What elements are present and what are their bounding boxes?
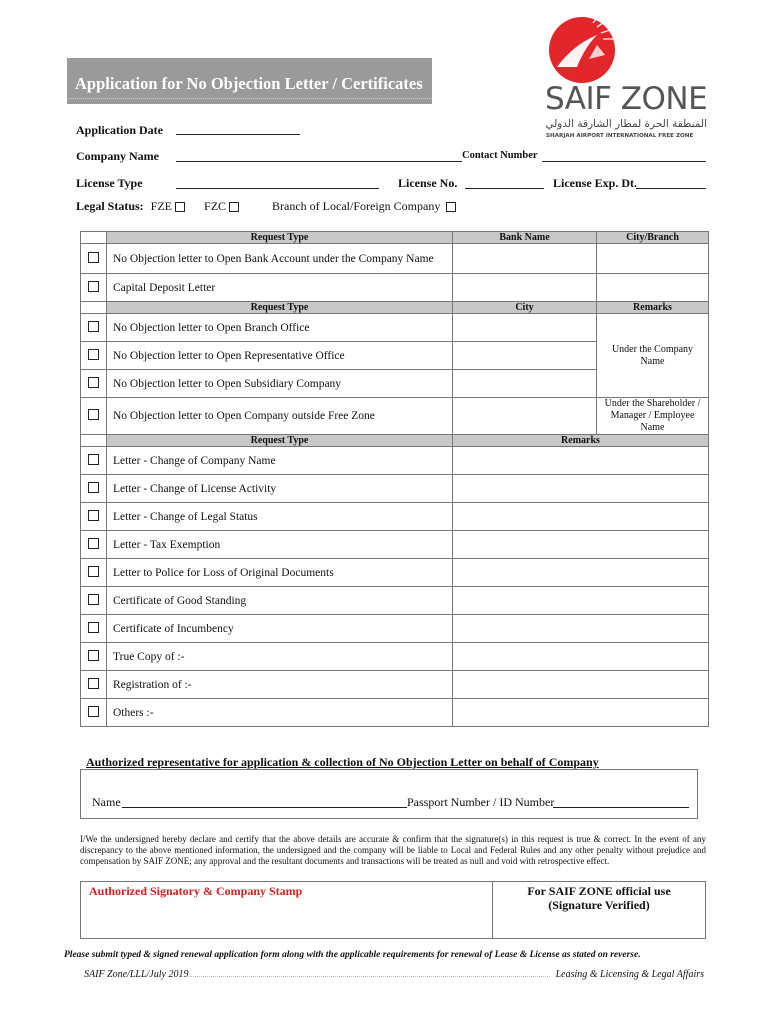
- passport-label: Passport Number / ID Number: [407, 795, 555, 809]
- rep-office-checkbox[interactable]: [88, 349, 99, 360]
- company-name-label: Company Name: [76, 149, 159, 163]
- true-copy-checkbox[interactable]: [88, 650, 99, 661]
- branch-label: Branch of Local/Foreign Company: [272, 199, 441, 213]
- remarks-cell[interactable]: [453, 447, 709, 475]
- table-header-bank: [81, 232, 709, 244]
- request-label: Others :-: [107, 699, 453, 727]
- header-request-type: Request Type: [107, 302, 453, 314]
- contact-number-label: Contact Number: [462, 150, 538, 161]
- table-row: [81, 274, 709, 302]
- license-exp-field[interactable]: [636, 188, 706, 189]
- remarks-cell[interactable]: [453, 475, 709, 503]
- remark-company: Under the Company Name: [597, 314, 709, 398]
- tax-exemption-checkbox[interactable]: [88, 538, 99, 549]
- table-row: [81, 699, 709, 727]
- application-date-label: Application Date: [76, 123, 163, 137]
- legal-status-label: Legal Status:: [76, 199, 144, 213]
- table-row: [81, 671, 709, 699]
- request-label: Letter - Change of Company Name: [107, 447, 453, 475]
- table-row: [81, 559, 709, 587]
- contact-number-field[interactable]: [542, 161, 706, 162]
- authorized-signatory-label: Authorized Signatory & Company Stamp: [89, 884, 303, 898]
- good-standing-checkbox[interactable]: [88, 594, 99, 605]
- city-cell[interactable]: [453, 342, 597, 370]
- table-row: [81, 244, 709, 274]
- bank-name-cell[interactable]: [453, 244, 597, 274]
- declaration-text: I/We the undersigned hereby declare and certify that the above details are accurate & confirm that the signature(s) in this request is true & correct. In the event of any discrepancy to the above mentioned information, the undersigned and the company will be liable to Local and Federal Rules and any other penalty without prejudice and compensation by SAIF ZONE; any approval and the resultant documents and transactions will be treated as null and void with retrospective effect.: [80, 834, 706, 866]
- header-remarks: Remarks: [453, 435, 709, 447]
- others-checkbox[interactable]: [88, 706, 99, 717]
- request-label: Letter - Tax Exemption: [107, 531, 453, 559]
- police-letter-checkbox[interactable]: [88, 566, 99, 577]
- remarks-cell[interactable]: [453, 587, 709, 615]
- request-label: Letter to Police for Loss of Original Documents: [107, 559, 453, 587]
- page-title: Application for No Objection Letter / Certificates: [67, 58, 432, 104]
- representative-title: Authorized representative for application & collection of No Objection Letter on behalf of Company: [86, 755, 599, 769]
- city-cell[interactable]: [453, 370, 597, 398]
- request-label: Registration of :-: [107, 671, 453, 699]
- official-use-line2: (Signature Verified): [548, 898, 650, 912]
- official-use-line1: For SAIF ZONE official use: [527, 884, 671, 898]
- header-request-type: Request Type: [107, 435, 453, 447]
- request-label: Letter - Change of License Activity: [107, 475, 453, 503]
- footer-divider: [186, 976, 550, 977]
- official-use-label: [492, 884, 706, 912]
- legal-status-row: [76, 199, 456, 214]
- saif-zone-logo: [540, 15, 715, 140]
- incumbency-checkbox[interactable]: [88, 622, 99, 633]
- request-label: No Objection letter to Open Bank Account under the Company Name: [107, 244, 453, 274]
- saif-zone-emblem-icon: [547, 15, 617, 85]
- table-header-letters: [81, 435, 709, 447]
- subsidiary-checkbox[interactable]: [88, 377, 99, 388]
- representative-box: [80, 769, 698, 819]
- bank-account-checkbox[interactable]: [88, 252, 99, 263]
- header-request-type: Request Type: [107, 232, 453, 244]
- license-type-label: License Type: [76, 176, 143, 190]
- license-no-label: License No.: [398, 176, 458, 190]
- logo-subtitle: SHARJAH AIRPORT INTERNATIONAL FREE ZONE: [546, 133, 694, 139]
- footer-left: SAIF Zone/LLL/July 2019: [84, 969, 189, 980]
- fzc-checkbox[interactable]: [229, 202, 239, 212]
- registration-checkbox[interactable]: [88, 678, 99, 689]
- request-label: True Copy of :-: [107, 643, 453, 671]
- table-row: [81, 398, 709, 435]
- signature-stamp-area[interactable]: [88, 900, 486, 936]
- remarks-cell[interactable]: [453, 559, 709, 587]
- bank-name-cell[interactable]: [453, 274, 597, 302]
- header-remarks: Remarks: [597, 302, 709, 314]
- fzc-label: FZC: [204, 199, 227, 213]
- table-row: [81, 503, 709, 531]
- capital-deposit-checkbox[interactable]: [88, 281, 99, 292]
- request-label: No Objection letter to Open Representative Office: [107, 342, 453, 370]
- remarks-cell[interactable]: [453, 615, 709, 643]
- table-row: [81, 587, 709, 615]
- request-label: Letter - Change of Legal Status: [107, 503, 453, 531]
- request-label: Certificate of Good Standing: [107, 587, 453, 615]
- branch-office-checkbox[interactable]: [88, 321, 99, 332]
- fze-label: FZE: [150, 199, 173, 213]
- request-label: No Objection letter to Open Subsidiary Company: [107, 370, 453, 398]
- header-city: City: [453, 302, 597, 314]
- remarks-cell[interactable]: [453, 503, 709, 531]
- remark-shareholder: Under the Shareholder / Manager / Employee Name: [597, 398, 709, 435]
- table-header-branch: [81, 302, 709, 314]
- remarks-cell[interactable]: [453, 699, 709, 727]
- change-name-checkbox[interactable]: [88, 454, 99, 465]
- logo-text: SAIF ZONE: [545, 81, 708, 117]
- application-date-field[interactable]: [176, 134, 300, 135]
- rep-name-field[interactable]: [122, 807, 407, 808]
- table-row: [81, 447, 709, 475]
- request-label: No Objection letter to Open Branch Office: [107, 314, 453, 342]
- rep-name-label: Name: [92, 795, 121, 809]
- header-bank-name: Bank Name: [453, 232, 597, 244]
- city-branch-cell[interactable]: [597, 244, 709, 274]
- remarks-cell[interactable]: [453, 643, 709, 671]
- outside-freezone-checkbox[interactable]: [88, 409, 99, 420]
- city-branch-cell[interactable]: [597, 274, 709, 302]
- table-row: [81, 475, 709, 503]
- branch-checkbox[interactable]: [446, 202, 456, 212]
- license-type-field[interactable]: [176, 188, 379, 189]
- request-label: Certificate of Incumbency: [107, 615, 453, 643]
- request-table: [80, 231, 709, 727]
- remarks-cell[interactable]: [453, 531, 709, 559]
- license-exp-label: License Exp. Dt.: [553, 176, 637, 190]
- change-legal-status-checkbox[interactable]: [88, 510, 99, 521]
- table-row: [81, 615, 709, 643]
- license-no-field[interactable]: [465, 188, 544, 189]
- request-label: Capital Deposit Letter: [107, 274, 453, 302]
- logo-arabic: المنطقة الحرة لمطار الشارقة الدولي: [545, 118, 707, 130]
- fze-checkbox[interactable]: [175, 202, 185, 212]
- footer-right: Leasing & Licensing & Legal Affairs: [555, 969, 704, 980]
- company-name-field[interactable]: [176, 161, 462, 162]
- table-row: [81, 531, 709, 559]
- table-row: [81, 314, 709, 342]
- submission-note: Please submit typed & signed renewal application form along with the applicable requirements for renewal of Lease & License as stated on reverse.: [64, 950, 641, 960]
- header-city-branch: City/Branch: [597, 232, 709, 244]
- city-cell[interactable]: [453, 314, 597, 342]
- request-label: No Objection letter to Open Company outside Free Zone: [107, 398, 453, 435]
- change-activity-checkbox[interactable]: [88, 482, 99, 493]
- city-cell[interactable]: [453, 398, 597, 435]
- passport-field[interactable]: [553, 807, 689, 808]
- remarks-cell[interactable]: [453, 671, 709, 699]
- table-row: [81, 643, 709, 671]
